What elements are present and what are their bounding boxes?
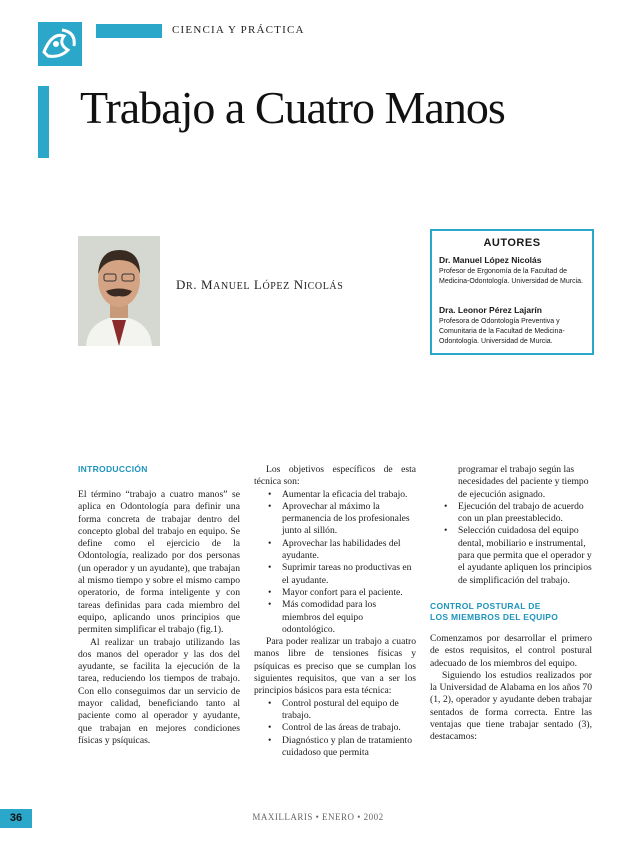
objectives-list (254, 489, 416, 637)
intro-paragraph-2: Al realizar un trabajo utilizando las dos manos del operador y las dos del ayudante, se facilita la ejecución de la tarea, reduciendo los tiempos de trabajo. Con ello conseguimos dar un servicio de mayor calidad, beneficiando tanto al paciente como al operador y ayudante, que trabajan en mejores condiciones físicas y psíquicas. (78, 636, 240, 746)
list-continuation: programar el trabajo según las necesidades del paciente y tiempo de ejecución asignado. (458, 464, 589, 500)
journal-logo-icon (38, 22, 82, 66)
list-item: • Selección cuidadosa del equipo dental, mobiliario e instrumental, para que permita que el operador y el ayudante apliquen los principios de simplificación del trabajo. (430, 525, 592, 586)
list-item: • Mayor confort para el paciente. (254, 587, 416, 599)
section-color-bar (96, 24, 162, 38)
list-item: • Suprimir tareas no productivas en el ayudante. (254, 562, 416, 587)
section-label: CIENCIA Y PRÁCTICA (172, 24, 305, 36)
column-3 (430, 464, 592, 744)
requirements-list (254, 698, 416, 759)
intro-paragraph-1: El término “trabajo a cuatro manos” se aplica en Odontología para definir una forma concreta de trabajar dentro del concepto global del trabajo en equipo. Se define como el ejercicio de la Odontología, realizado por dos personas (un operador y un ayudante), que trabajan al mismo tiempo y sobre el mismo campo operatorio, de forma inteligente y con tareas definidas para cada miembro del equipo, aplicando unos principios que permiten simplificar el trabajo (fig.1). (78, 489, 240, 636)
article-title: Trabajo a Cuatro Manos (80, 82, 505, 133)
journal-footer: MAXILLARIS • ENERO • 2002 (252, 812, 384, 822)
requirements-list-continued (430, 501, 592, 587)
postural-paragraph-1: Comenzamos por desarrollar el primero de estos requisitos, el control postural adecuado de los miembros del equipo. (430, 632, 592, 669)
column-2 (254, 464, 416, 759)
objectives-intro: Los objetivos específicos de esta técnica son: (254, 464, 416, 488)
column-1 (78, 464, 240, 747)
list-item: • Aumentar la eficacia del trabajo. (254, 489, 416, 501)
author-1-name: Dr. Manuel López Nicolás (439, 255, 542, 265)
list-item: • Diagnóstico y plan de tratamiento cuidadoso que permita (254, 735, 416, 760)
list-item: • Control de las áreas de trabajo. (254, 722, 416, 734)
list-item: • Aprovechar las habilidades del ayudante. (254, 538, 416, 563)
list-item: • Control postural del equipo de trabajo. (254, 698, 416, 723)
postural-paragraph-2: Siguiendo los estudios realizados por la Universidad de Alabama en los años 70 (1, 2), operador y ayudante deben trabajar sentados de forma correcta. Entre las ventajas que tiene trabajar sentado (3), destacamos: (430, 669, 592, 743)
author-2-name: Dra. Leonor Pérez Lajarín (439, 305, 542, 315)
author-2-affiliation: Profesora de Odontología Preventiva y Comunitaria de la Facultad de Medicina-Odontología. Universidad de Murcia. (439, 318, 565, 345)
list-item: • Más comodidad para los miembros del equipo odontológico. (254, 599, 416, 636)
heading-control-postural: CONTROL POSTURAL DE LOS MIEMBROS DEL EQUIPO (430, 600, 559, 622)
list-item: • Aprovechar al máximo la permanencia de los profesionales junto al sillón. (254, 501, 416, 538)
title-accent-bar (38, 86, 49, 158)
article-author: DR. MANUEL LÓPEZ NICOLÁS (176, 277, 344, 292)
authors-box (430, 229, 594, 355)
author-photo (78, 236, 160, 346)
author-1-affiliation: Profesor de Ergonomía de la Facultad de Medicina-Odontología. Universidad de Murcia. (439, 268, 583, 285)
page-number: 36 (0, 809, 32, 828)
list-item: • Ejecución del trabajo de acuerdo con un plan preestablecido. (430, 501, 592, 526)
heading-introduccion: INTRODUCCIÓN (78, 464, 148, 474)
requirements-intro: Para poder realizar un trabajo a cuatro manos libre de tensiones físicas y psíquicas es preciso que se cumplan los siguientes requisitos, que van a ser los principios básicos para esta técnica: (254, 636, 416, 697)
authors-heading: AUTORES (483, 237, 541, 249)
